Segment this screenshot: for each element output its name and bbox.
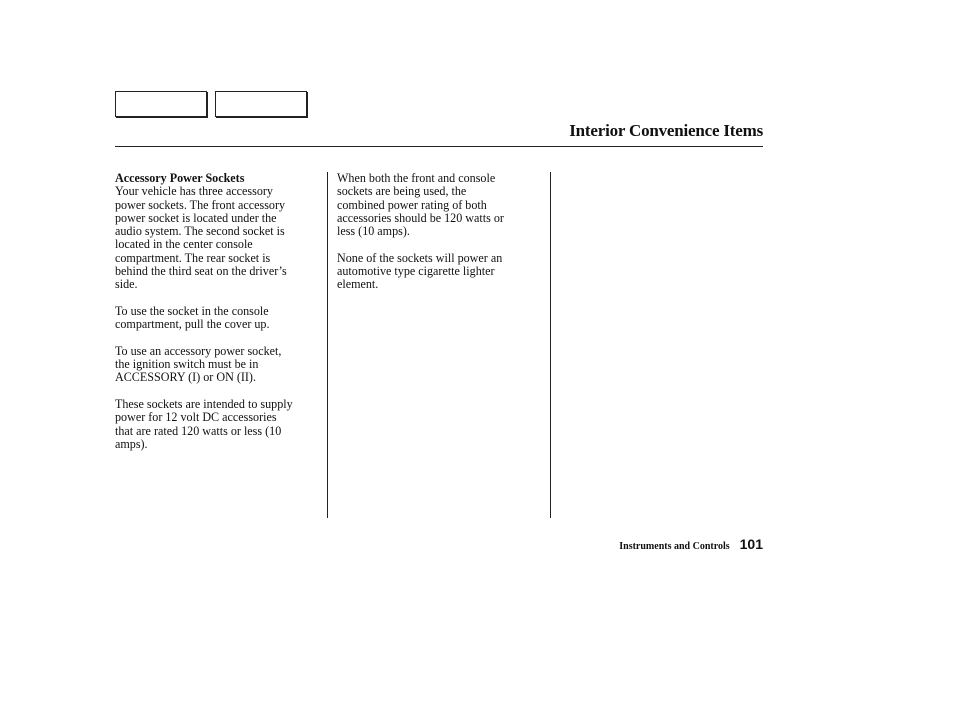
paragraph-combined-rating: When both the front and console sockets are being used, the combined power rating of both accessories should be 120 watts or less (10 amps). <box>337 171 504 239</box>
section-heading: Accessory Power Sockets <box>115 171 245 185</box>
page-number: 101 <box>739 536 763 552</box>
text-column-left <box>115 172 321 451</box>
paragraph-lighter-warning: None of the sockets will power an automotive type cigarette lighter element. <box>337 250 503 292</box>
header-rule <box>115 146 763 147</box>
page-footer <box>619 536 763 554</box>
paragraph-power-rating: These sockets are intended to supply power for 12 volt DC accessories that are rated 120 watts or less (10 amps). <box>115 397 293 451</box>
text-column-middle <box>337 172 543 292</box>
nav-next-button[interactable] <box>215 91 307 117</box>
paragraph-sockets-location: Your vehicle has three accessory power sockets. The front accessory power socket is located under the audio system. The second socket is located in the center console compartment. The rear socket is behind the third seat on the driver’s side. <box>115 184 287 292</box>
paragraph-console-cover: To use the socket in the console compartment, pull the cover up. <box>115 303 270 332</box>
footer-section-name: Instruments and Controls <box>619 541 730 552</box>
page-title: Interior Convenience Items <box>569 121 763 140</box>
column-divider-2 <box>550 172 551 518</box>
column-divider-1 <box>327 172 328 518</box>
paragraph-ignition: To use an accessory power socket, the ignition switch must be in ACCESSORY (I) or ON (II). <box>115 343 282 385</box>
nav-previous-button[interactable] <box>115 91 207 117</box>
